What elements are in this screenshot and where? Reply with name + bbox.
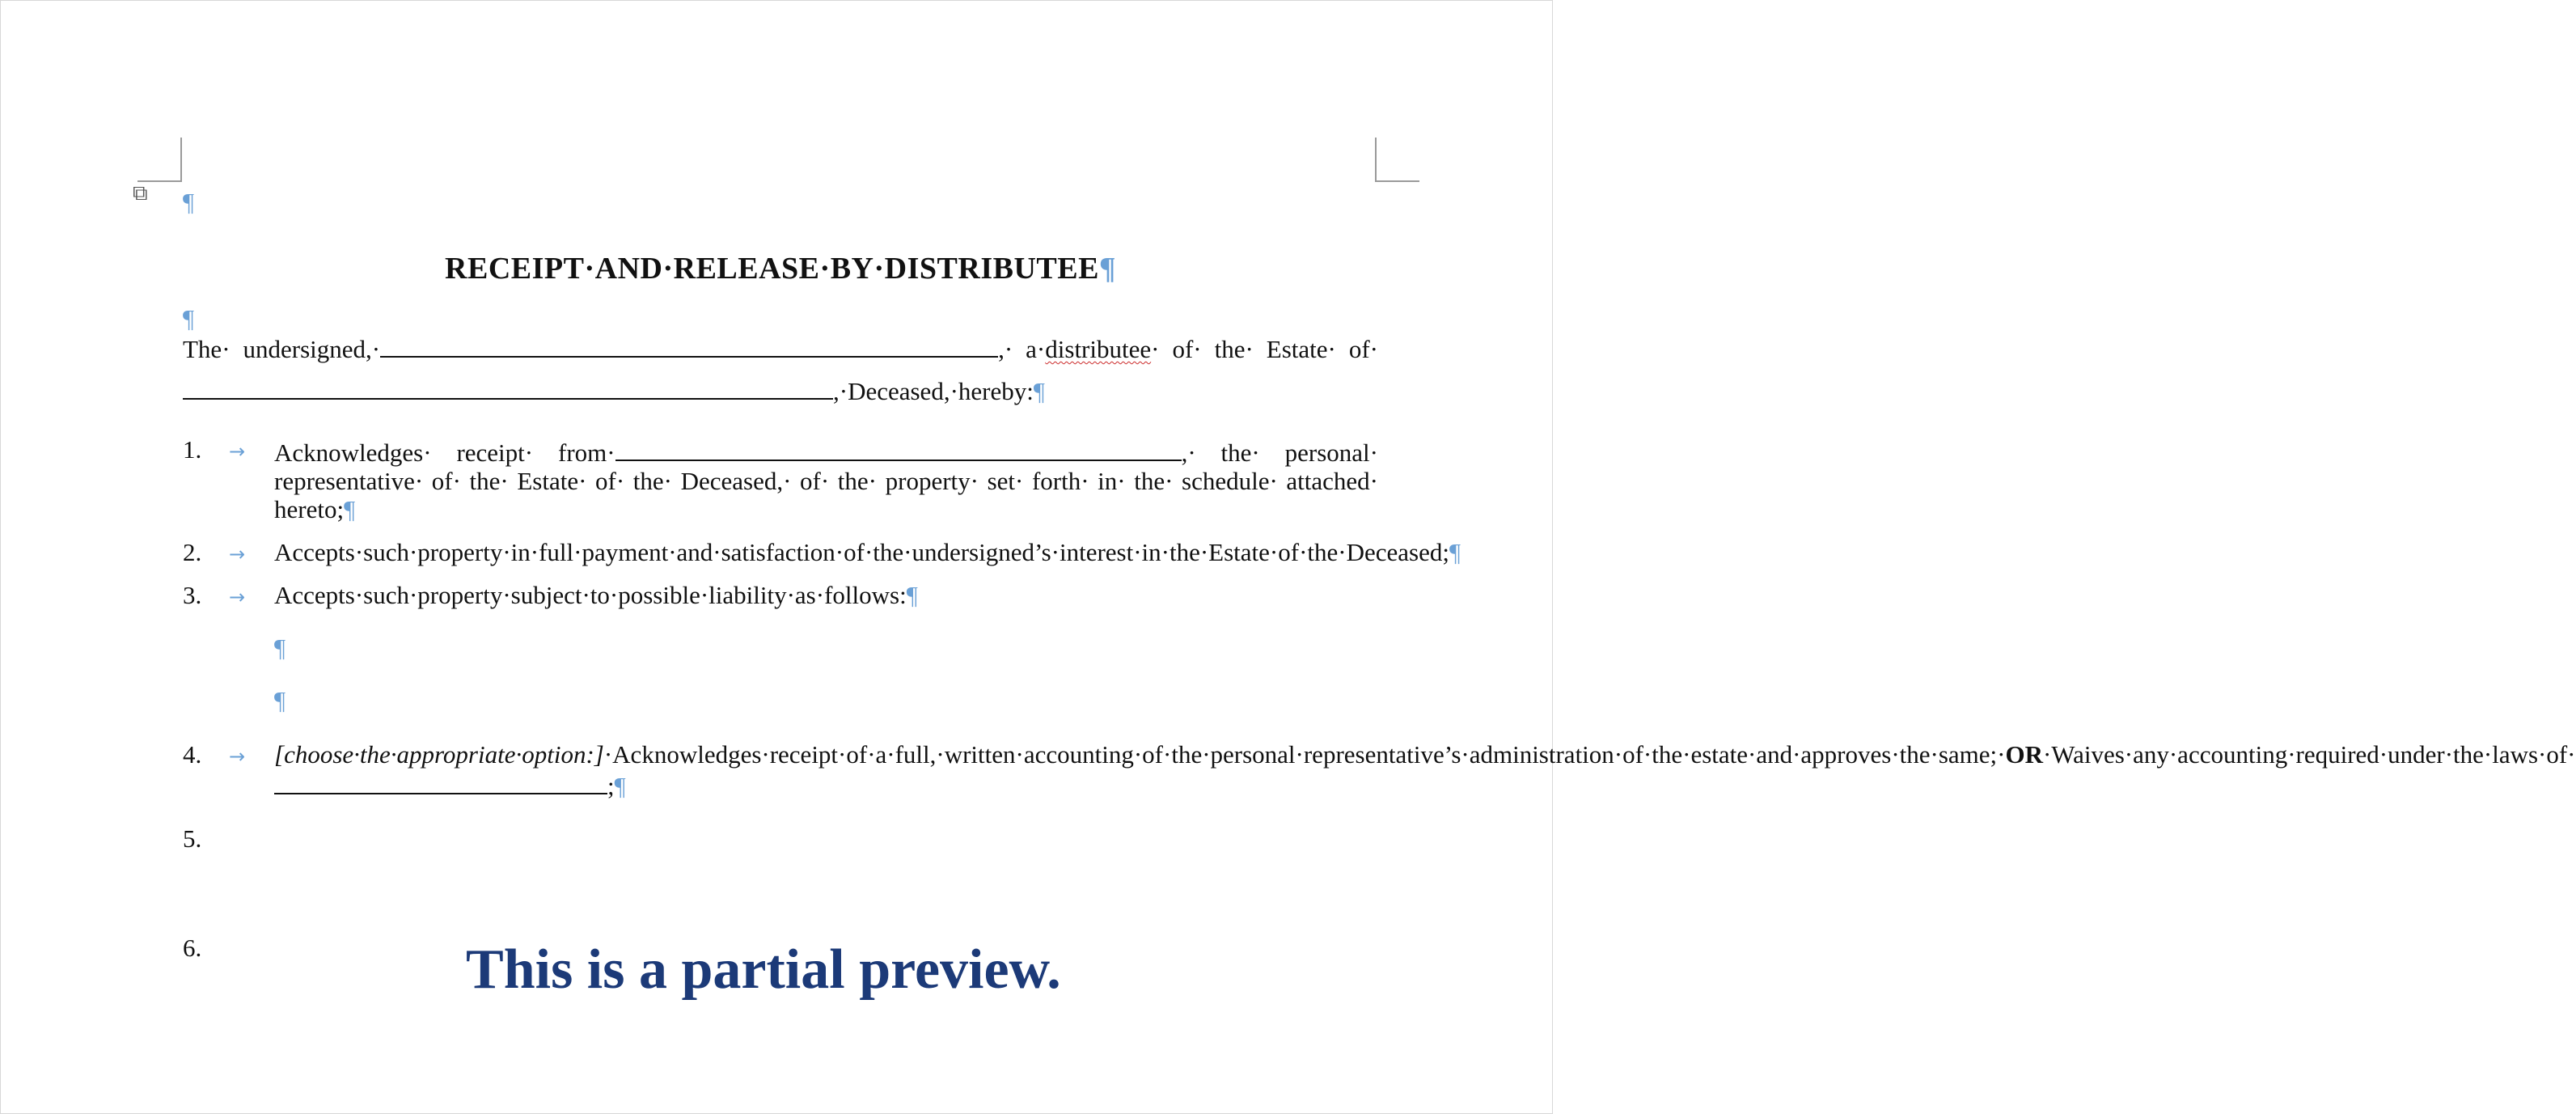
copilot-icon[interactable]: ⧉ [133, 181, 148, 205]
pilcrow-icon: ¶ [183, 188, 195, 216]
list-number: 6. [183, 934, 202, 962]
tab-arrow-icon: → [229, 440, 246, 463]
pilcrow-icon: ¶ [274, 633, 286, 662]
list-number: 1. [183, 435, 202, 464]
undersigned-name-blank[interactable] [380, 332, 998, 358]
document-body[interactable] [183, 181, 2576, 962]
list-item: 3. → Accepts·such·property·subject·to·possible·liability·as·follows:¶ [183, 581, 918, 609]
tab-arrow-icon: → [229, 543, 246, 565]
tab-arrow-icon: → [229, 586, 246, 608]
spellcheck-word[interactable]: distributee [1045, 335, 1152, 363]
pilcrow-icon: ¶ [614, 772, 626, 800]
list-item [183, 824, 1378, 853]
empty-paragraph [274, 633, 1378, 662]
jurisdiction-blank[interactable] [274, 769, 607, 794]
pilcrow-icon: ¶ [1098, 252, 1116, 286]
list-number: 4. [183, 740, 202, 769]
list-number: 3. [183, 581, 202, 609]
list-number: 5. [183, 824, 202, 853]
list-item: 2. → Accepts·such·property·in·full·payment·and·satisfaction·of·the·undersigned’s·interest·in·the·Estate·of·the·Deceased;¶ [183, 538, 1461, 566]
estate-name-blank[interactable] [183, 374, 833, 400]
crop-mark-top-left [137, 138, 182, 182]
empty-paragraph [274, 686, 1378, 714]
list-item: 1. → Acknowledges· receipt· from· ,· the· personal· representative· of· the· Estate· of· the· Deceased,· of· the· property· set· forth· in· the· schedule· attached· hereto;¶ [183, 435, 1378, 523]
pilcrow-icon: ¶ [1033, 377, 1045, 405]
pilcrow-icon: ¶ [344, 495, 356, 523]
pilcrow-icon: ¶ [1449, 538, 1461, 566]
pilcrow-icon: ¶ [274, 686, 286, 714]
document-title: RECEIPT·AND·RELEASE·BY·DISTRIBUTEE¶ [445, 252, 1116, 286]
list-item: 4. → [choose·the·appropriate·option:]·Acknowledges·receipt·of·a·full,·written·accounting·of·the·personal·representative’s·administration·of·the·estate·and·approves·the·same;·OR·Waives·any·accounting·required·under·the·laws·of·;¶ [183, 740, 2576, 800]
list-number: 2. [183, 538, 202, 566]
pilcrow-icon: ¶ [183, 304, 195, 333]
intro-line-1: The· undersigned,· ,· a·distributee· of· the· Estate· of· [183, 328, 1378, 371]
personal-representative-blank[interactable] [615, 435, 1182, 461]
tab-arrow-icon: → [229, 745, 246, 768]
crop-mark-top-right [1375, 138, 1419, 182]
intro-line-2: ,·Deceased,·hereby:¶ [183, 371, 1378, 413]
pilcrow-icon: ¶ [906, 581, 918, 609]
empty-paragraph-top [183, 181, 1378, 223]
partial-preview-banner: This is a partial preview. [466, 938, 1061, 1001]
